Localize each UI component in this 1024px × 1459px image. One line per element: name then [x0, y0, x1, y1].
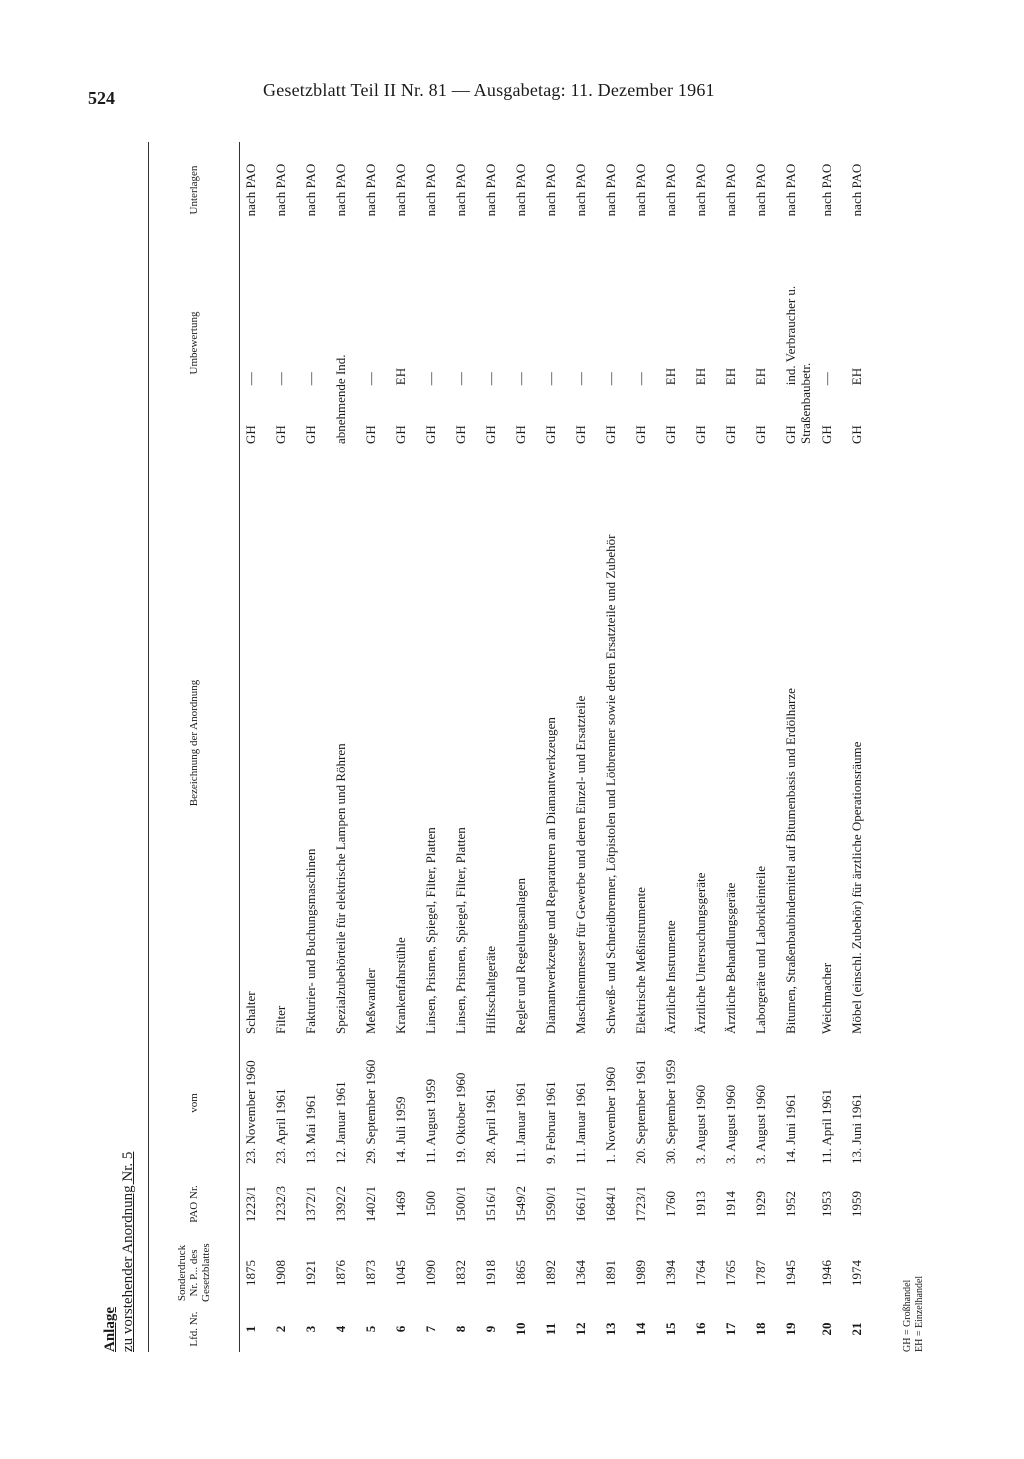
cell-lfd-nr: 19	[783, 1322, 798, 1336]
cell-umbewertung-main: GH	[273, 425, 288, 444]
cell-umbewertung-main: abnehmende Ind.	[333, 354, 348, 444]
cell-umbewertung	[630, 238, 660, 448]
cell-bezeichnung: Weichmacher	[819, 962, 834, 1034]
table-row	[720, 142, 750, 1352]
cell-umbewertung-second: —	[423, 372, 438, 386]
cell-vom: 11. August 1959	[423, 1078, 438, 1164]
cell-umbewertung-main: GH	[633, 425, 648, 444]
cell-umbewertung-second: —	[363, 372, 378, 386]
table-row	[480, 142, 510, 1352]
cell-bezeichnung: Spezialzubehörteile für elektrische Lampen und Röhren	[333, 743, 348, 1034]
cell-vom: 23. November 1960	[243, 1060, 258, 1164]
table-header-row	[149, 142, 240, 1352]
table-row	[330, 142, 360, 1352]
table-row	[780, 142, 816, 1352]
table-row	[540, 142, 570, 1352]
cell-pao-nr: 1953	[819, 1191, 834, 1217]
cell-unterlagen: nach PAO	[573, 163, 588, 217]
cell-umbewertung-main: GH	[453, 425, 468, 444]
cell-vom: 12. Januar 1961	[333, 1081, 348, 1164]
cell-pao-nr: 1392/2	[333, 1185, 348, 1223]
cell-pao-nr: 1232/3	[273, 1185, 288, 1223]
cell-sonderdruck: 1946	[819, 1260, 834, 1286]
cell-umbewertung-second: —	[543, 372, 558, 386]
cell-umbewertung-main: GH	[663, 425, 678, 444]
cell-unterlagen: nach PAO	[243, 163, 258, 217]
cell-sonderdruck: 1394	[663, 1260, 678, 1286]
header-bezeichnung: Bezeichnung der Anordnung	[149, 448, 240, 1038]
cell-sonderdruck: 1865	[513, 1260, 528, 1286]
cell-vom: 23. April 1961	[273, 1088, 288, 1164]
cell-bezeichnung: Ärztliche Untersuchungsgeräte	[693, 872, 708, 1034]
cell-umbewertung	[720, 238, 750, 448]
cell-bezeichnung: Ärztliche Instrumente	[663, 920, 678, 1034]
cell-umbewertung-second: —	[483, 372, 498, 386]
cell-sonderdruck: 1875	[243, 1260, 258, 1286]
cell-umbewertung-second: —	[243, 372, 258, 386]
cell-unterlagen: nach PAO	[849, 163, 864, 217]
cell-lfd-nr: 11	[543, 1322, 558, 1336]
cell-pao-nr: 1590/1	[543, 1185, 558, 1223]
cell-bezeichnung: Schweiß- und Schneidbrenner, Lötpistolen und Lötbrenner sowie deren Ersatzteile und Zubehör	[603, 534, 618, 1034]
table-row	[420, 142, 450, 1352]
cell-vom: 30. September 1959	[663, 1059, 678, 1164]
cell-vom: 13. Juni 1961	[849, 1093, 864, 1164]
cell-unterlagen: nach PAO	[393, 163, 408, 217]
cell-sonderdruck: 1765	[723, 1260, 738, 1286]
header-pao-nr: PAO Nr.	[149, 1168, 240, 1240]
table-body	[240, 142, 877, 1352]
cell-sonderdruck: 1873	[363, 1260, 378, 1286]
cell-umbewertung-second: —	[819, 372, 834, 386]
cell-unterlagen: nach PAO	[453, 163, 468, 217]
cell-umbewertung	[750, 238, 780, 448]
cell-umbewertung-second: —	[273, 372, 288, 386]
cell-sonderdruck: 1090	[423, 1260, 438, 1286]
cell-vom: 14. Juni 1961	[783, 1093, 798, 1164]
header-title: Gesetzblatt Teil II Nr. 81 — Ausgabetag: 11. Dezember 1961	[263, 80, 715, 100]
cell-unterlagen: nach PAO	[363, 163, 378, 217]
cell-bezeichnung: Linsen, Prismen, Spiegel, Filter, Platten	[423, 827, 438, 1034]
cell-umbewertung-main: GH	[693, 425, 708, 444]
cell-umbewertung-second: —	[633, 372, 648, 386]
table-row	[240, 142, 271, 1352]
cell-unterlagen: nach PAO	[723, 163, 738, 217]
cell-pao-nr: 1952	[783, 1191, 798, 1217]
header-umbewertung: Umbewertung	[149, 238, 240, 448]
cell-umbewertung-second: —	[303, 372, 318, 386]
cell-pao-nr: 1914	[723, 1191, 738, 1217]
cell-umbewertung	[570, 238, 600, 448]
cell-sonderdruck: 1832	[453, 1260, 468, 1286]
cell-bezeichnung: Filter	[273, 1005, 288, 1034]
rotated-annex	[102, 142, 932, 1352]
cell-vom: 29. September 1960	[363, 1059, 378, 1164]
cell-pao-nr: 1929	[753, 1191, 768, 1217]
cell-lfd-nr: 9	[483, 1325, 498, 1333]
table-row	[690, 142, 720, 1352]
cell-umbewertung-second: EH	[663, 367, 678, 386]
cell-bezeichnung: Laborgeräte und Laborkleinteile	[753, 866, 768, 1034]
cell-bezeichnung: Bitumen, Straßenbaubindemittel auf Bitumenbasis und Erdölharze	[783, 688, 798, 1034]
cell-bezeichnung: Fakturier- und Buchungsmaschinen	[303, 848, 318, 1034]
table-row	[270, 142, 300, 1352]
cell-sonderdruck: 1876	[333, 1260, 348, 1286]
cell-vom: 14. Juli 1959	[393, 1096, 408, 1164]
cell-sonderdruck: 1945	[783, 1260, 798, 1286]
cell-umbewertung	[240, 238, 271, 448]
cell-pao-nr: 1913	[693, 1191, 708, 1217]
cell-bezeichnung: Ärztliche Behandlungsgeräte	[723, 882, 738, 1034]
cell-umbewertung-second: EH	[849, 367, 864, 386]
cell-umbewertung	[270, 238, 300, 448]
cell-unterlagen: nach PAO	[693, 163, 708, 217]
cell-umbewertung	[420, 238, 450, 448]
cell-lfd-nr: 17	[723, 1322, 738, 1336]
cell-pao-nr: 1959	[849, 1191, 864, 1217]
cell-pao-nr: 1684/1	[603, 1185, 618, 1223]
cell-vom: 3. August 1960	[753, 1084, 768, 1164]
cell-umbewertung-main: GH	[423, 425, 438, 444]
cell-umbewertung-main: GH	[723, 425, 738, 444]
cell-lfd-nr: 21	[849, 1322, 864, 1336]
cell-unterlagen: nach PAO	[483, 163, 498, 217]
cell-unterlagen: nach PAO	[603, 163, 618, 217]
cell-lfd-nr: 12	[573, 1322, 588, 1336]
cell-unterlagen: nach PAO	[783, 163, 798, 217]
cell-umbewertung-main: GH	[513, 425, 528, 444]
cell-umbewertung	[390, 238, 420, 448]
cell-umbewertung	[690, 238, 720, 448]
cell-pao-nr: 1223/1	[243, 1185, 258, 1223]
table-row	[300, 142, 330, 1352]
cell-umbewertung-main: GH	[543, 425, 558, 444]
annex-heading	[102, 142, 142, 1352]
cell-vom: 11. Januar 1961	[573, 1081, 588, 1164]
cell-vom: 11. Januar 1961	[513, 1081, 528, 1164]
cell-unterlagen: nach PAO	[819, 163, 834, 217]
page-number: 524	[88, 88, 115, 108]
annex-subtitle: zu vorstehender Anordnung Nr. 5	[120, 1151, 136, 1352]
cell-lfd-nr: 8	[453, 1325, 468, 1333]
cell-unterlagen: nach PAO	[273, 163, 288, 217]
cell-umbewertung-second: —	[603, 372, 618, 386]
cell-vom: 3. August 1960	[723, 1084, 738, 1164]
table-row	[570, 142, 600, 1352]
cell-umbewertung	[780, 238, 816, 448]
table-row	[750, 142, 780, 1352]
table-row	[630, 142, 660, 1352]
cell-bezeichnung: Schalter	[243, 991, 258, 1034]
cell-sonderdruck: 1364	[573, 1260, 588, 1286]
cell-vom: 11. April 1961	[819, 1089, 834, 1164]
annex-title: Anlage	[102, 1307, 118, 1352]
cell-pao-nr: 1500	[423, 1191, 438, 1217]
table-row	[390, 142, 420, 1352]
footnotes	[902, 1052, 926, 1352]
cell-umbewertung	[360, 238, 390, 448]
table-row	[510, 142, 540, 1352]
cell-sonderdruck: 1974	[849, 1260, 864, 1286]
cell-umbewertung-second: —	[573, 372, 588, 386]
cell-umbewertung-main: GH	[603, 425, 618, 444]
cell-umbewertung-main: GH	[243, 425, 258, 444]
cell-umbewertung-main: GH	[393, 425, 408, 444]
cell-pao-nr: 1760	[663, 1191, 678, 1217]
cell-unterlagen: nach PAO	[543, 163, 558, 217]
cell-bezeichnung: Maschinenmesser für Gewerbe und deren Einzel- und Ersatzteile	[573, 695, 588, 1034]
cell-umbewertung	[660, 238, 690, 448]
cell-umbewertung-main: GH	[303, 425, 318, 444]
cell-lfd-nr: 13	[603, 1322, 618, 1336]
cell-bezeichnung: Hilfsschaltgeräte	[483, 945, 498, 1034]
page-header	[88, 80, 788, 112]
cell-sonderdruck: 1918	[483, 1260, 498, 1286]
cell-pao-nr: 1469	[393, 1191, 408, 1217]
cell-lfd-nr: 3	[303, 1325, 318, 1333]
cell-sonderdruck: 1989	[633, 1260, 648, 1286]
cell-lfd-nr: 18	[753, 1322, 768, 1336]
cell-umbewertung-second: EH	[753, 367, 768, 386]
cell-vom: 9. Februar 1961	[543, 1081, 558, 1164]
cell-lfd-nr: 6	[393, 1325, 408, 1333]
cell-umbewertung-second: —	[453, 372, 468, 386]
cell-pao-nr: 1549/2	[513, 1185, 528, 1223]
cell-umbewertung-main: GH	[483, 425, 498, 444]
cell-lfd-nr: 15	[663, 1322, 678, 1336]
cell-umbewertung	[540, 238, 570, 448]
cell-umbewertung	[450, 238, 480, 448]
regulation-table	[148, 142, 876, 1352]
cell-unterlagen: nach PAO	[633, 163, 648, 217]
cell-bezeichnung: Regler und Regelungsanlagen	[513, 878, 528, 1034]
header-lfd-nr: Lfd. Nr.	[149, 1306, 240, 1352]
cell-bezeichnung: Möbel (einschl. Zubehör) für ärztliche Operationsräume	[849, 741, 864, 1034]
cell-lfd-nr: 16	[693, 1322, 708, 1336]
cell-umbewertung	[600, 238, 630, 448]
cell-pao-nr: 1723/1	[633, 1185, 648, 1223]
cell-lfd-nr: 10	[513, 1322, 528, 1336]
header-vom: vom	[149, 1038, 240, 1168]
cell-vom: 13. Mai 1961	[303, 1094, 318, 1164]
cell-sonderdruck: 1764	[693, 1260, 708, 1286]
table-row	[450, 142, 480, 1352]
cell-sonderdruck: 1921	[303, 1260, 318, 1286]
cell-pao-nr: 1372/1	[303, 1185, 318, 1223]
cell-umbewertung	[300, 238, 330, 448]
cell-umbewertung-main: GH	[573, 425, 588, 444]
cell-umbewertung-second: EH	[723, 367, 738, 386]
cell-unterlagen: nach PAO	[333, 163, 348, 217]
cell-umbewertung-main: GH	[753, 425, 768, 444]
cell-pao-nr: 1661/1	[573, 1185, 588, 1223]
cell-umbewertung-main: GH	[819, 425, 834, 444]
cell-umbewertung-second: EH	[393, 367, 408, 386]
cell-bezeichnung: Elektrische Meßinstrumente	[633, 887, 648, 1034]
cell-sonderdruck: 1045	[393, 1260, 408, 1286]
cell-lfd-nr: 5	[363, 1325, 378, 1333]
footnote-eh: EH = Einzelhandel	[914, 1275, 925, 1352]
cell-umbewertung	[816, 238, 846, 448]
header-unterlagen: Unterlagen	[149, 142, 240, 238]
cell-bezeichnung: Diamantwerkzeuge und Reparaturen an Diamantwerkzeugen	[543, 717, 558, 1034]
cell-umbewertung-second: ind. Verbraucher u. Straßenbaubetr.	[783, 285, 813, 444]
cell-pao-nr: 1402/1	[363, 1185, 378, 1223]
cell-lfd-nr: 4	[333, 1325, 348, 1333]
cell-umbewertung	[846, 238, 876, 448]
cell-unterlagen: nach PAO	[303, 163, 318, 217]
cell-sonderdruck: 1892	[543, 1260, 558, 1286]
table-row	[360, 142, 390, 1352]
cell-bezeichnung: Linsen, Prismen, Spiegel, Filter, Platten	[453, 827, 468, 1034]
cell-pao-nr: 1516/1	[483, 1185, 498, 1223]
table-row	[600, 142, 630, 1352]
cell-bezeichnung: Krankenfahrstühle	[393, 937, 408, 1034]
header-sonderdruck: Sonderdruck Nr. P... des Gesetzblattes	[149, 1240, 240, 1306]
cell-vom: 19. Oktober 1960	[453, 1072, 468, 1164]
cell-sonderdruck: 1908	[273, 1260, 288, 1286]
cell-umbewertung-main: GH	[363, 425, 378, 444]
cell-unterlagen: nach PAO	[423, 163, 438, 217]
cell-unterlagen: nach PAO	[663, 163, 678, 217]
cell-sonderdruck: 1891	[603, 1260, 618, 1286]
cell-lfd-nr: 14	[633, 1322, 648, 1336]
cell-pao-nr: 1500/1	[453, 1185, 468, 1223]
cell-vom: 28. April 1961	[483, 1088, 498, 1164]
cell-umbewertung-main: GH	[849, 425, 864, 444]
cell-lfd-nr: 1	[243, 1325, 258, 1333]
table-row	[816, 142, 846, 1352]
cell-unterlagen: nach PAO	[513, 163, 528, 217]
table-row	[846, 142, 876, 1352]
cell-vom: 3. August 1960	[693, 1084, 708, 1164]
cell-umbewertung-second: —	[513, 372, 528, 386]
cell-lfd-nr: 20	[819, 1322, 834, 1336]
table-row	[660, 142, 690, 1352]
cell-vom: 1. November 1960	[603, 1066, 618, 1164]
cell-umbewertung	[480, 238, 510, 448]
cell-lfd-nr: 7	[423, 1325, 438, 1333]
cell-umbewertung	[330, 238, 360, 448]
footnote-gh: GH = Großhandel	[902, 1279, 913, 1352]
cell-lfd-nr: 2	[273, 1325, 288, 1333]
cell-umbewertung	[510, 238, 540, 448]
cell-umbewertung-second: EH	[693, 367, 708, 386]
cell-sonderdruck: 1787	[753, 1260, 768, 1286]
cell-umbewertung-main: GH	[783, 425, 798, 444]
cell-bezeichnung: Meßwandler	[363, 968, 378, 1034]
cell-vom: 20. September 1961	[633, 1059, 648, 1164]
cell-unterlagen: nach PAO	[753, 163, 768, 217]
